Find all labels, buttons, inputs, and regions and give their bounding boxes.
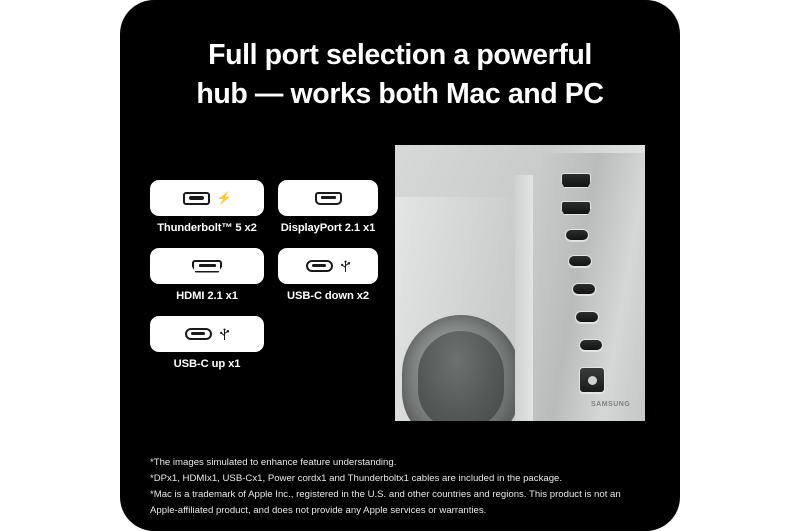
- photo-hdmi-port-2: [561, 201, 591, 215]
- usb-c-port-icon: [185, 328, 212, 340]
- photo-usb-c-port-3: [572, 283, 596, 295]
- page-title: [120, 36, 680, 115]
- photo-hdmi-port-1: [561, 173, 591, 188]
- product-photo: [395, 145, 645, 421]
- port-label: DisplayPort 2.1 x1: [280, 222, 376, 234]
- hdmi-port-icon: [192, 260, 222, 273]
- port-item-hdmi: [150, 248, 264, 302]
- hdmi-pill: [150, 248, 264, 284]
- port-label: USB-C down x2: [287, 290, 369, 302]
- monitor-stand-inner: [418, 331, 504, 421]
- photo-power-port: [579, 367, 605, 393]
- port-label: USB-C up x1: [173, 358, 241, 370]
- promo-card: [120, 0, 680, 531]
- brand-mark: SAMSUNG: [591, 401, 631, 408]
- port-label: HDMI 2.1 x1: [176, 290, 238, 302]
- port-row: [150, 248, 420, 316]
- footnote-3: *Mac is a trademark of Apple Inc., registered in the U.S. and other countries and regions. This product is not an: [150, 489, 621, 501]
- usb-c-port-icon: [306, 260, 333, 272]
- thunderbolt-port-icon: [183, 192, 210, 205]
- photo-usb-c-port-2: [568, 255, 592, 267]
- footnote-1: *The images simulated to enhance feature understanding.: [150, 457, 397, 468]
- headline-line-1: Full port selection a powerful: [208, 39, 592, 71]
- port-list: [150, 180, 420, 384]
- photo-usb-c-port-5: [579, 339, 603, 351]
- photo-usb-c-port-1: [565, 229, 589, 241]
- footnote-2: *DPx1, HDMIx1, USB-Cx1, Power cordx1 and Thunderboltx1 cables are included in the package.: [150, 473, 563, 485]
- usb-icon: [219, 328, 230, 341]
- monitor-stand-hub: [402, 315, 520, 421]
- footnotes: [150, 455, 650, 519]
- port-item-thunderbolt: [150, 180, 264, 234]
- footnote-4: Apple-affiliated product, and does not provide any Apple services or warranties.: [150, 505, 487, 517]
- headline-line-2: hub — works both Mac and PC: [196, 78, 604, 111]
- port-row: [150, 180, 420, 248]
- port-row: [150, 316, 420, 384]
- port-label: Thunderbolt™ 5 x2: [157, 222, 257, 234]
- monitor-body: [395, 197, 525, 421]
- port-item-usbc-up: [150, 316, 264, 370]
- usb-icon: [340, 260, 351, 273]
- port-item-usbc-down: [278, 248, 378, 302]
- displayport-pill: [278, 180, 378, 216]
- thunderbolt-pill: [150, 180, 264, 216]
- monitor-panel-edge: [515, 175, 535, 421]
- usbc-down-pill: [278, 248, 378, 284]
- usbc-up-pill: [150, 316, 264, 352]
- port-item-displayport: [278, 180, 378, 234]
- lightning-bolt-icon: ⚡: [216, 191, 232, 205]
- photo-usb-c-port-4: [575, 311, 599, 323]
- displayport-port-icon: [315, 192, 342, 205]
